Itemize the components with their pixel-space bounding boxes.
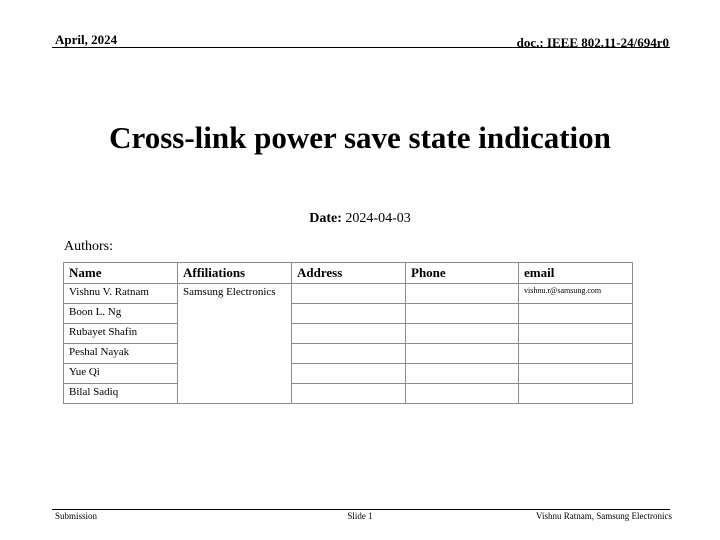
author-email [519,304,633,324]
author-phone [406,284,519,304]
authors-table [63,262,633,404]
table-row [64,324,633,344]
column-header-address: Address [292,263,406,284]
header-doc-id: doc.: IEEE 802.11-24/694r0 [516,35,669,50]
author-name: Rubayet Shafin [64,324,178,344]
author-affiliation: Samsung Electronics [178,284,292,404]
author-email: vishnu.r@samsung.com [519,284,633,304]
table-row [64,344,633,364]
author-address [292,324,406,344]
author-address [292,304,406,324]
date-value: 2024-04-03 [345,211,411,226]
author-name: Vishnu V. Ratnam [64,284,178,304]
table-row [64,364,633,384]
slide-title: Cross-link power save state indication [109,120,611,155]
column-header-affiliations: Affiliations [178,263,292,284]
footer-slide-number: Slide 1 [347,511,373,521]
table-row [64,304,633,324]
column-header-name: Name [64,263,178,284]
author-name: Peshal Nayak [64,344,178,364]
author-email [519,324,633,344]
author-phone [406,384,519,404]
author-phone [406,344,519,364]
author-phone [406,304,519,324]
author-name: Bilal Sadiq [64,384,178,404]
footer-submission: Submission [55,511,98,521]
author-email [519,384,633,404]
author-phone [406,364,519,384]
author-address [292,384,406,404]
footer-divider [52,509,670,510]
author-name: Boon L. Ng [64,304,178,324]
author-address [292,344,406,364]
authors-label: Authors: [64,239,113,254]
author-address [292,364,406,384]
table-row [64,384,633,404]
author-phone [406,324,519,344]
table-header-row [64,263,633,284]
column-header-phone: Phone [406,263,519,284]
header-date: April, 2024 [55,32,118,47]
author-email [519,344,633,364]
author-name: Yue Qi [64,364,178,384]
date-line [0,211,720,227]
author-email [519,364,633,384]
column-header-email: email [519,263,633,284]
header-divider [52,47,670,48]
author-address [292,284,406,304]
table-row [64,284,633,304]
date-label: Date: [309,211,342,226]
footer-author: Vishnu Ratnam, Samsung Electronics [536,511,672,521]
